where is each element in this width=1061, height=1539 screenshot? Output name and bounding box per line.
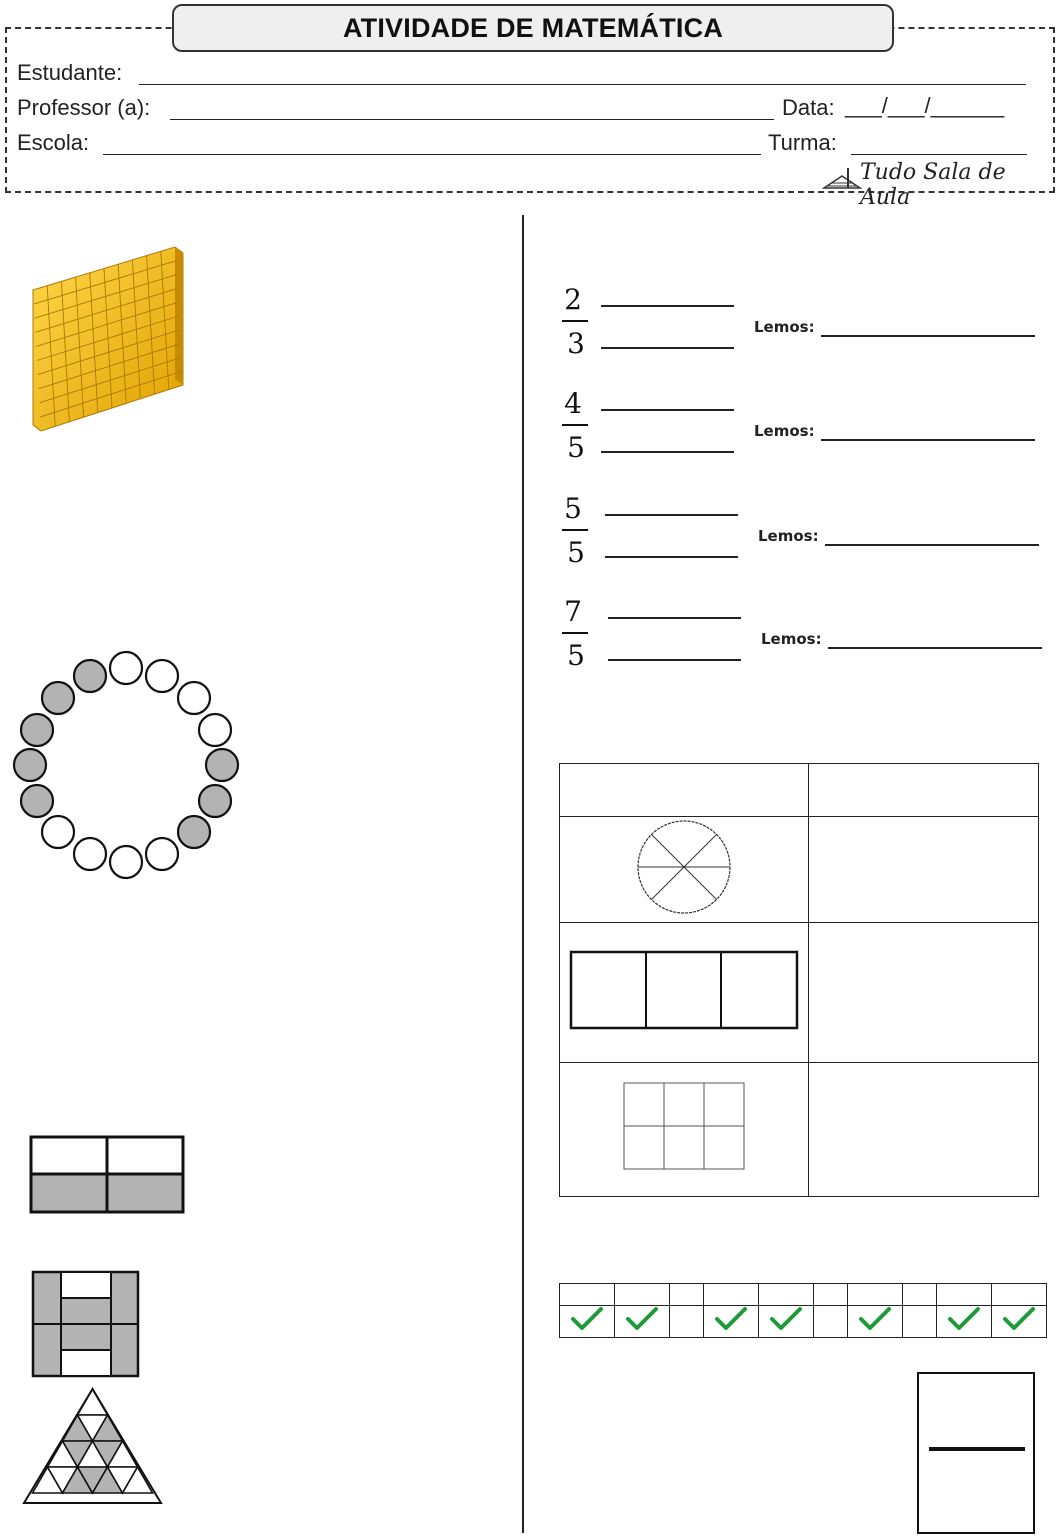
bead (42, 816, 74, 848)
teacher-label: Professor (a): (17, 95, 151, 120)
checkmark-icon (947, 1306, 981, 1332)
circle-divided-figure (634, 817, 734, 917)
answer-cell[interactable] (809, 1063, 1039, 1197)
table-row (560, 923, 1039, 1063)
check-header-cell (560, 1284, 615, 1306)
denominator-answer-line[interactable] (608, 659, 741, 661)
table-cell-circle (560, 817, 809, 923)
check-cell[interactable] (847, 1306, 902, 1338)
school-field[interactable] (103, 154, 761, 155)
lemos-label: Lemos: (754, 318, 815, 336)
date-label: Data: (782, 95, 835, 120)
fraction-denominator: 5 (567, 639, 585, 672)
check-table (559, 1283, 1047, 1338)
bead (178, 816, 210, 848)
check-cell[interactable] (560, 1306, 615, 1338)
fraction-item (558, 283, 1048, 371)
numerator-answer-line[interactable] (601, 305, 734, 307)
class-field[interactable] (851, 154, 1027, 155)
fraction-item (558, 595, 1048, 683)
fraction-line (562, 320, 588, 322)
answer-cell[interactable] (809, 817, 1039, 923)
bead (21, 785, 53, 817)
fraction-line (562, 529, 588, 531)
answer-cell[interactable] (809, 923, 1039, 1063)
check-header-cell (814, 1284, 848, 1306)
date-field[interactable]: ___/___/______ (845, 93, 1005, 118)
student-label: Estudante: (17, 60, 123, 85)
school-label: Escola: (17, 130, 90, 155)
bead (110, 652, 142, 684)
check-header-cell (615, 1284, 670, 1306)
table-header-cell (809, 764, 1039, 817)
checkmark-icon (769, 1306, 803, 1332)
class-label: Turma: (768, 130, 837, 155)
table-row (560, 817, 1039, 923)
fraction-denominator: 3 (567, 327, 585, 360)
lemos-answer-line[interactable] (821, 335, 1035, 337)
check-header-cell (936, 1284, 991, 1306)
check-cell[interactable] (703, 1306, 758, 1338)
rectangle-three-parts-figure (569, 950, 799, 1030)
check-header-cell (703, 1284, 758, 1306)
fraction-answer-box[interactable] (917, 1372, 1035, 1534)
book-icon (822, 162, 862, 190)
bead (74, 838, 106, 870)
table-cell-grid (560, 1063, 809, 1197)
denominator-answer-line[interactable] (605, 556, 738, 558)
fraction-numerator: 4 (564, 387, 582, 420)
rectangle-fraction-figure (28, 1134, 188, 1218)
bead (178, 682, 210, 714)
student-field[interactable] (139, 84, 1026, 85)
base-ten-flat-figure (25, 245, 190, 440)
fraction-shapes-table (559, 763, 1039, 1197)
fraction-numerator: 7 (564, 595, 582, 628)
lemos-label: Lemos: (761, 630, 822, 648)
bead (14, 749, 46, 781)
bead (110, 846, 142, 878)
fraction-item (558, 387, 1048, 475)
table-row (560, 1063, 1039, 1197)
fraction-numerator: 2 (564, 283, 582, 316)
table-header-cell (560, 764, 809, 817)
checkmark-icon (858, 1306, 892, 1332)
bead (199, 714, 231, 746)
checkmark-icon (625, 1306, 659, 1332)
column-divider (522, 215, 524, 1533)
check-header-cell (759, 1284, 814, 1306)
check-header-cell (991, 1284, 1046, 1306)
denominator-answer-line[interactable] (601, 451, 734, 453)
fraction-denominator: 5 (567, 536, 585, 569)
check-header-cell (670, 1284, 704, 1306)
fraction-line (562, 424, 588, 426)
bead (146, 838, 178, 870)
denominator-answer-line[interactable] (601, 347, 734, 349)
lemos-answer-line[interactable] (825, 544, 1039, 546)
h-shape-fraction-figure (28, 1268, 143, 1382)
check-header-cell (847, 1284, 902, 1306)
bead (199, 785, 231, 817)
grid-six-parts-figure (623, 1082, 745, 1172)
page-title: ATIVIDADE DE MATEMÁTICA (172, 4, 894, 52)
bead (21, 714, 53, 746)
fraction-item (558, 492, 1048, 580)
checkmark-icon (714, 1306, 748, 1332)
lemos-label: Lemos: (758, 527, 819, 545)
numerator-answer-line[interactable] (605, 514, 738, 516)
bead (74, 660, 106, 692)
lemos-label: Lemos: (754, 422, 815, 440)
signature-logo (822, 160, 1022, 210)
check-cell[interactable] (615, 1306, 670, 1338)
check-cell[interactable] (759, 1306, 814, 1338)
check-cell[interactable] (936, 1306, 991, 1338)
check-cell[interactable] (903, 1306, 937, 1338)
bead (206, 749, 238, 781)
signature-text: Tudo Sala de Aula (860, 160, 1006, 210)
check-cell[interactable] (670, 1306, 704, 1338)
lemos-answer-line[interactable] (821, 439, 1035, 441)
check-header-cell (903, 1284, 937, 1306)
fraction-numerator: 5 (564, 492, 582, 525)
check-cell[interactable] (814, 1306, 848, 1338)
bead (42, 682, 74, 714)
table-cell-rectangle (560, 923, 809, 1063)
bead-ring-figure (8, 648, 248, 883)
checkmark-icon (570, 1306, 604, 1332)
bead (146, 660, 178, 692)
lemos-answer-line[interactable] (828, 647, 1042, 649)
numerator-answer-line[interactable] (601, 409, 734, 411)
fraction-denominator: 5 (567, 431, 585, 464)
check-cell[interactable] (991, 1306, 1046, 1338)
teacher-field[interactable] (170, 119, 774, 120)
triangle-fraction-figure (20, 1385, 165, 1507)
checkmark-icon (1002, 1306, 1036, 1332)
fraction-line (562, 632, 588, 634)
numerator-answer-line[interactable] (608, 617, 741, 619)
fraction-bar (929, 1447, 1025, 1451)
